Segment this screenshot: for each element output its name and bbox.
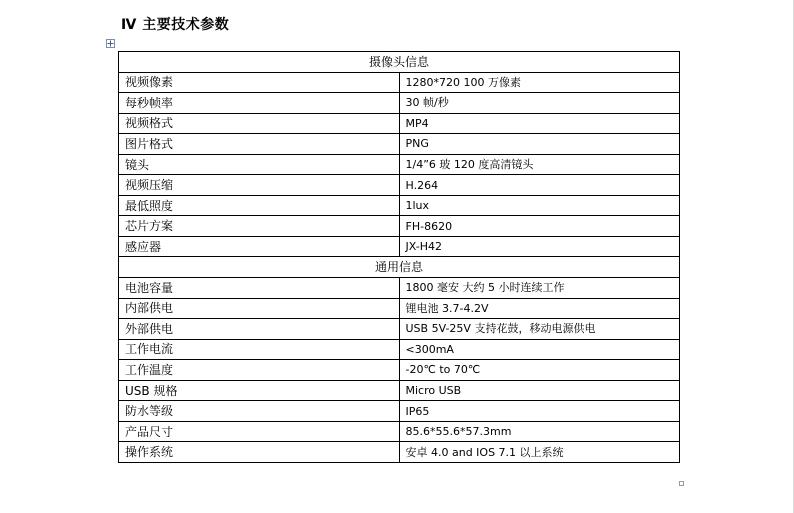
table-row xyxy=(119,134,680,155)
spec-value[interactable]: 30 帧/秒 xyxy=(399,93,680,114)
spec-label[interactable]: 外部供电 xyxy=(119,319,400,340)
spec-value[interactable]: 1/4”6 玻 120 度高清镜头 xyxy=(399,154,680,175)
spec-value[interactable]: JX-H42 xyxy=(399,236,680,257)
spec-value[interactable]: 85.6*55.6*57.3mm xyxy=(399,421,680,442)
spec-label[interactable]: 最低照度 xyxy=(119,195,400,216)
spec-label[interactable]: 工作电流 xyxy=(119,339,400,360)
table-row xyxy=(119,72,680,93)
table-row xyxy=(119,216,680,237)
table-row xyxy=(119,380,680,401)
spec-value[interactable]: -20℃ to 70℃ xyxy=(399,360,680,381)
spec-value[interactable]: Micro USB xyxy=(399,380,680,401)
spec-label[interactable]: 图片格式 xyxy=(119,134,400,155)
table-section-row xyxy=(119,52,680,73)
spec-label[interactable]: 视频格式 xyxy=(119,113,400,134)
spec-value[interactable]: MP4 xyxy=(399,113,680,134)
spec-label[interactable]: 产品尺寸 xyxy=(119,421,400,442)
table-row xyxy=(119,93,680,114)
table-section-row xyxy=(119,257,680,278)
spec-label[interactable]: USB 规格 xyxy=(119,380,400,401)
section-title-camera[interactable]: 摄像头信息 xyxy=(119,52,680,73)
table-row xyxy=(119,154,680,175)
table-row xyxy=(119,421,680,442)
spec-label[interactable]: 视频压缩 xyxy=(119,175,400,196)
table-move-handle-icon[interactable] xyxy=(106,39,115,48)
spec-value[interactable]: 安卓 4.0 and IOS 7.1 以上系统 xyxy=(399,442,680,463)
spec-value[interactable]: FH-8620 xyxy=(399,216,680,237)
table-row xyxy=(119,175,680,196)
table-row xyxy=(119,339,680,360)
spec-label[interactable]: 视频像素 xyxy=(119,72,400,93)
spec-value[interactable]: 锂电池 3.7-4.2V xyxy=(399,298,680,319)
spec-value[interactable]: 1lux xyxy=(399,195,680,216)
spec-value[interactable]: USB 5V-25V 支持花鼓，移动电源供电 xyxy=(399,319,680,340)
table-row xyxy=(119,298,680,319)
spec-value[interactable]: 1280*720 100 万像素 xyxy=(399,72,680,93)
spec-label[interactable]: 工作温度 xyxy=(119,360,400,381)
spec-label[interactable]: 操作系统 xyxy=(119,442,400,463)
spec-label[interactable]: 每秒帧率 xyxy=(119,93,400,114)
table-row xyxy=(119,360,680,381)
spec-value[interactable]: <300mA xyxy=(399,339,680,360)
spec-value[interactable]: 1800 毫安 大约 5 小时连续工作 xyxy=(399,278,680,299)
spec-value[interactable]: IP65 xyxy=(399,401,680,422)
table-row xyxy=(119,401,680,422)
spec-value[interactable]: PNG xyxy=(399,134,680,155)
section-title-general[interactable]: 通用信息 xyxy=(119,257,680,278)
spec-label[interactable]: 防水等级 xyxy=(119,401,400,422)
spec-label[interactable]: 感应器 xyxy=(119,236,400,257)
spec-label[interactable]: 镜头 xyxy=(119,154,400,175)
table-row xyxy=(119,319,680,340)
spec-table[interactable] xyxy=(118,51,680,463)
table-row xyxy=(119,236,680,257)
table-row xyxy=(119,113,680,134)
spec-label[interactable]: 芯片方案 xyxy=(119,216,400,237)
table-row xyxy=(119,442,680,463)
table-row xyxy=(119,278,680,299)
section-heading: Ⅳ 主要技术参数 xyxy=(121,17,230,33)
spec-label[interactable]: 电池容量 xyxy=(119,278,400,299)
table-resize-handle-icon[interactable] xyxy=(679,481,684,486)
spec-label[interactable]: 内部供电 xyxy=(119,298,400,319)
table-row xyxy=(119,195,680,216)
spec-value[interactable]: H.264 xyxy=(399,175,680,196)
